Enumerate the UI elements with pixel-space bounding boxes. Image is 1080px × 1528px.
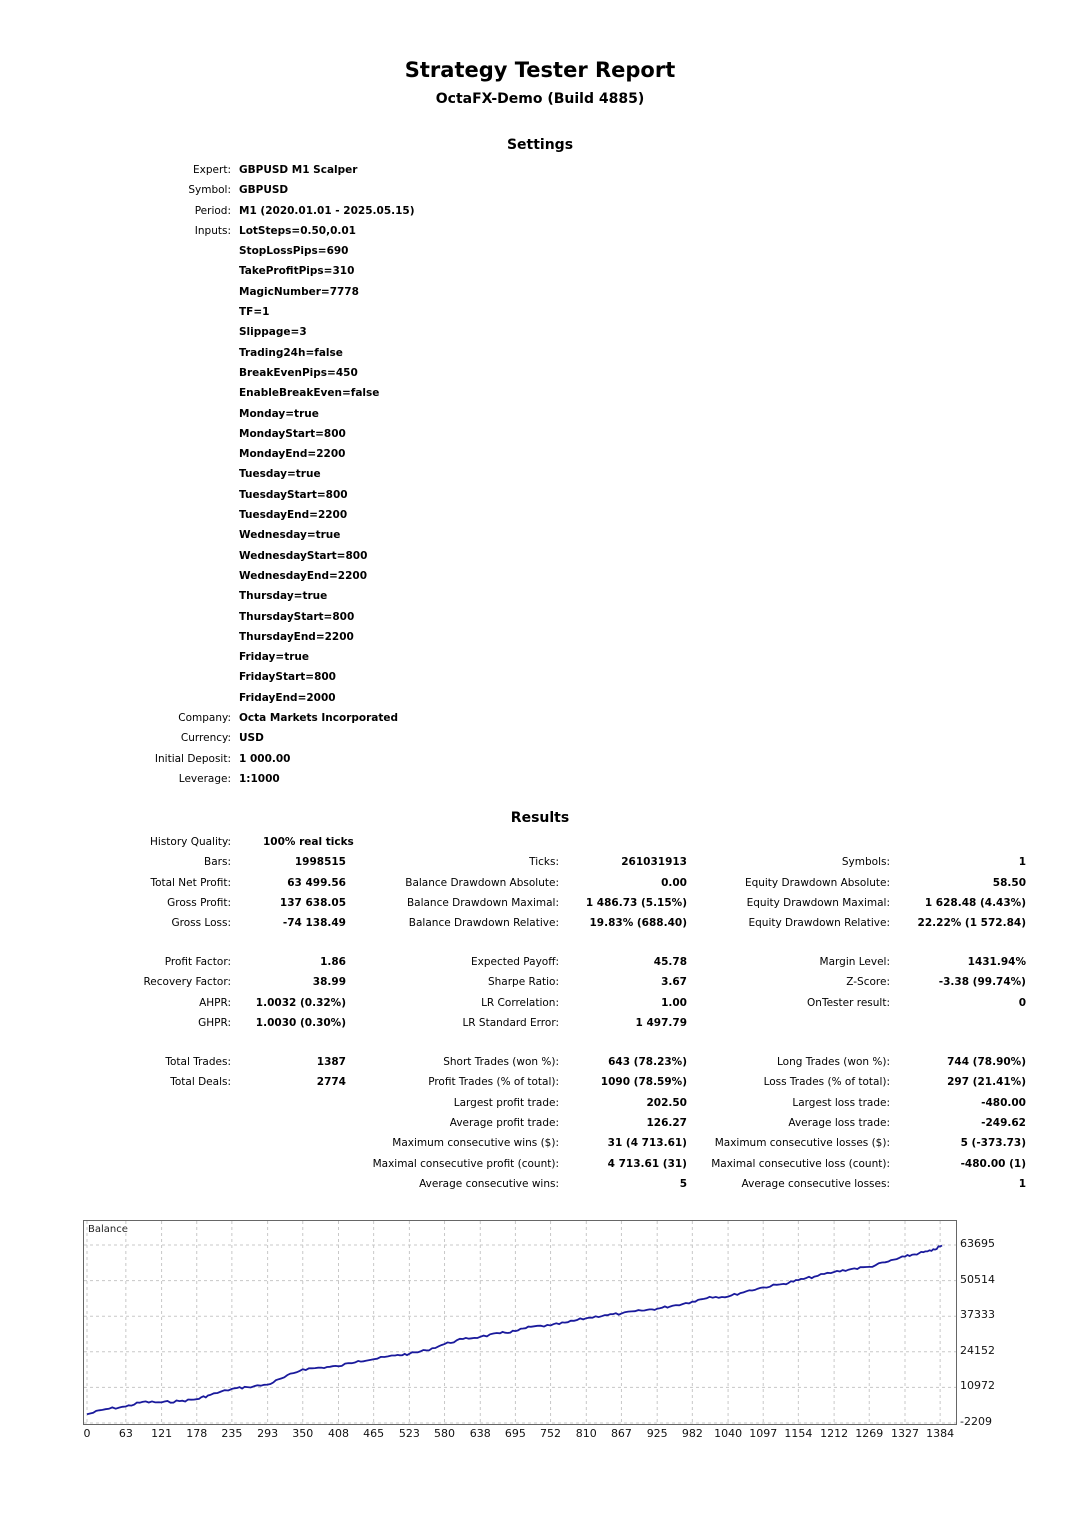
result-label: Balance Drawdown Absolute: <box>405 876 559 889</box>
result-value: 1.0032 (0.32%) <box>255 996 346 1009</box>
result-value: 19.83% (688.40) <box>589 917 687 930</box>
result-label: Equity Drawdown Maximal: <box>746 896 890 909</box>
x-tick-label: 523 <box>398 1427 420 1440</box>
settings-row <box>0 749 1080 769</box>
report-title: Strategy Tester Report <box>404 58 676 82</box>
result-label: Expected Payoff: <box>470 956 559 969</box>
x-tick-label: 752 <box>540 1427 562 1440</box>
settings-row <box>0 241 1080 261</box>
settings-key: Period: <box>194 204 231 217</box>
results-row <box>0 1113 1080 1133</box>
result-value: 1.00 <box>661 996 687 1009</box>
result-value: 1 497.79 <box>635 1017 687 1030</box>
settings-row <box>0 505 1080 525</box>
result-label: Average profit trade: <box>449 1116 559 1129</box>
result-value: 58.50 <box>992 876 1026 889</box>
settings-row <box>0 261 1080 281</box>
settings-value: BreakEvenPips=450 <box>239 366 358 379</box>
settings-value: TF=1 <box>239 306 270 319</box>
result-label: Total Trades: <box>165 1056 231 1069</box>
result-value: -74 138.49 <box>282 917 346 930</box>
result-label: Margin Level: <box>819 956 890 969</box>
x-tick-label: 121 <box>151 1427 173 1440</box>
x-tick-label: 638 <box>469 1427 491 1440</box>
settings-value: 1:1000 <box>239 772 280 785</box>
result-label: Maximal consecutive profit (count): <box>372 1157 559 1170</box>
result-value: 744 (78.90%) <box>947 1056 1026 1069</box>
balance-series-line <box>87 1246 942 1415</box>
settings-row <box>0 424 1080 444</box>
x-tick-label: 1097 <box>749 1427 778 1440</box>
x-tick-label: 0 <box>83 1427 91 1440</box>
result-label: Maximum consecutive wins ($): <box>392 1137 559 1150</box>
settings-row <box>0 221 1080 241</box>
result-label: Loss Trades (% of total): <box>763 1076 890 1089</box>
results-row <box>0 1174 1080 1194</box>
settings-row <box>0 525 1080 545</box>
result-label: Recovery Factor: <box>143 976 231 989</box>
result-label: LR Correlation: <box>481 996 559 1009</box>
results-row <box>0 952 1080 972</box>
result-value: 1998515 <box>294 856 346 869</box>
settings-row <box>0 343 1080 363</box>
y-tick-label: 24152 <box>960 1343 995 1357</box>
settings-row <box>0 363 1080 383</box>
result-label: Z-Score: <box>846 976 890 989</box>
result-value: 202.50 <box>646 1096 687 1109</box>
result-value: 261031913 <box>621 856 687 869</box>
settings-row <box>0 586 1080 606</box>
results-row <box>0 993 1080 1013</box>
settings-row <box>0 302 1080 322</box>
result-value: 63 499.56 <box>287 876 346 889</box>
result-value: 0 <box>1018 996 1026 1009</box>
results-table <box>0 832 1080 1194</box>
settings-row <box>0 383 1080 403</box>
settings-value: GBPUSD M1 Scalper <box>239 164 358 176</box>
result-value: -480.00 <box>981 1096 1026 1109</box>
results-heading: Results <box>510 810 570 826</box>
result-value: 1.0030 (0.30%) <box>255 1017 346 1030</box>
result-value: 1431.94% <box>967 956 1026 969</box>
result-value: 1387 <box>316 1056 346 1069</box>
settings-value: USD <box>239 732 264 745</box>
result-label: Largest loss trade: <box>792 1096 890 1109</box>
settings-value: MagicNumber=7778 <box>239 285 359 298</box>
result-value: 0.00 <box>661 876 687 889</box>
result-label: Total Net Profit: <box>150 876 231 889</box>
settings-row <box>0 160 1080 180</box>
result-value: 22.22% (1 572.84) <box>917 917 1026 930</box>
settings-value: LotSteps=0.50,0.01 <box>239 224 356 237</box>
results-row <box>0 1093 1080 1113</box>
settings-value: TakeProfitPips=310 <box>239 265 355 278</box>
result-value: 5 <box>679 1177 687 1190</box>
result-value: 1 486.73 (5.15%) <box>585 896 687 909</box>
settings-row <box>0 627 1080 647</box>
settings-key: Company: <box>178 712 231 725</box>
results-row <box>0 1072 1080 1092</box>
settings-heading: Settings <box>506 137 574 153</box>
settings-row <box>0 444 1080 464</box>
settings-row <box>0 201 1080 221</box>
result-label: Largest profit trade: <box>453 1096 559 1109</box>
chart-title: Balance <box>88 1224 128 1235</box>
result-label: Long Trades (won %): <box>776 1056 890 1069</box>
settings-row <box>0 769 1080 789</box>
settings-key: Inputs: <box>194 224 231 237</box>
y-tick-label: 37333 <box>960 1308 995 1322</box>
result-value: -249.62 <box>981 1116 1026 1129</box>
settings-row <box>0 282 1080 302</box>
settings-row <box>0 728 1080 748</box>
results-row <box>0 873 1080 893</box>
result-value: 3.67 <box>661 976 687 989</box>
x-tick-label: 1040 <box>714 1427 743 1440</box>
result-label: Equity Drawdown Relative: <box>748 917 890 930</box>
settings-value: MondayStart=800 <box>239 427 346 440</box>
settings-row <box>0 464 1080 484</box>
settings-value: ThursdayStart=800 <box>239 610 355 623</box>
settings-row <box>0 708 1080 728</box>
x-tick-label: 580 <box>434 1427 456 1440</box>
settings-value: Trading24h=false <box>239 346 343 359</box>
result-label: OnTester result: <box>807 996 890 1009</box>
settings-value: Tuesday=true <box>239 468 321 481</box>
result-value: 2774 <box>316 1076 346 1089</box>
y-tick-label: 50514 <box>960 1272 995 1286</box>
result-value: 1.86 <box>320 956 346 969</box>
settings-value: FridayStart=800 <box>239 671 336 684</box>
x-tick-label: 1269 <box>855 1427 884 1440</box>
x-tick-label: 925 <box>646 1427 668 1440</box>
settings-value: M1 (2020.01.01 - 2025.05.15) <box>239 204 415 217</box>
result-value: 4 713.61 (31) <box>607 1157 687 1170</box>
x-tick-label: 982 <box>681 1427 703 1440</box>
result-label: Gross Profit: <box>167 896 231 909</box>
result-value: 38.99 <box>312 976 346 989</box>
x-tick-label: 1327 <box>891 1427 919 1440</box>
result-value: 1 <box>1018 1177 1026 1190</box>
y-tick-label: 63695 <box>960 1237 995 1250</box>
settings-row <box>0 607 1080 627</box>
result-label: Short Trades (won %): <box>443 1056 559 1069</box>
result-label: Sharpe Ratio: <box>487 976 559 989</box>
x-tick-label: 350 <box>292 1427 314 1440</box>
results-row <box>0 1013 1080 1033</box>
result-value: 137 638.05 <box>279 896 346 909</box>
result-value: 297 (21.41%) <box>947 1076 1026 1089</box>
settings-row <box>0 322 1080 342</box>
results-gap <box>0 933 1080 952</box>
result-value: 5 (-373.73) <box>960 1137 1026 1150</box>
settings-key: Currency: <box>180 732 231 745</box>
result-label: AHPR: <box>199 996 231 1009</box>
result-label: Average consecutive wins: <box>419 1177 559 1190</box>
result-value: 1 <box>1018 856 1026 869</box>
settings-value: TuesdayStart=800 <box>239 488 348 501</box>
x-tick-label: 63 <box>118 1427 133 1440</box>
results-row <box>0 913 1080 933</box>
settings-key: Symbol: <box>188 184 231 197</box>
result-label: Gross Loss: <box>171 917 231 930</box>
result-label: LR Standard Error: <box>462 1017 559 1030</box>
result-label: Equity Drawdown Absolute: <box>744 876 890 889</box>
settings-value: FridayEnd=2000 <box>239 691 336 704</box>
settings-row <box>0 667 1080 687</box>
x-tick-label: 1384 <box>926 1427 955 1440</box>
y-tick-label: -2209 <box>960 1415 992 1428</box>
results-row <box>0 893 1080 913</box>
x-tick-label: 235 <box>221 1427 243 1440</box>
settings-value: TuesdayEnd=2200 <box>239 509 348 522</box>
settings-value: Friday=true <box>239 651 309 664</box>
settings-row <box>0 485 1080 505</box>
settings-value: Slippage=3 <box>239 326 307 339</box>
x-tick-label: 1154 <box>784 1427 813 1440</box>
result-label: Profit Trades (% of total): <box>428 1076 559 1089</box>
settings-key: Leverage: <box>178 772 231 785</box>
x-tick-label: 293 <box>257 1427 279 1440</box>
settings-key: Initial Deposit: <box>154 752 231 765</box>
settings-value: WednesdayEnd=2200 <box>239 569 367 582</box>
result-label: Bars: <box>204 856 231 869</box>
results-row <box>0 852 1080 872</box>
result-value: 45.78 <box>653 956 687 969</box>
settings-value: MondayEnd=2200 <box>239 448 346 461</box>
x-tick-label: 465 <box>363 1427 385 1440</box>
report-subtitle: OctaFX-Demo (Build 4885) <box>435 91 645 107</box>
settings-value: ThursdayEnd=2200 <box>239 630 354 643</box>
history-quality-label: History Quality: <box>150 836 231 848</box>
x-tick-label: 695 <box>504 1427 526 1440</box>
history-quality-value: 100% real ticks <box>263 836 354 848</box>
settings-value: Octa Markets Incorporated <box>239 712 399 725</box>
result-label: Maximum consecutive losses ($): <box>714 1137 890 1150</box>
results-row <box>0 972 1080 992</box>
x-tick-label: 810 <box>575 1427 597 1440</box>
results-row <box>0 1052 1080 1072</box>
results-row <box>0 1154 1080 1174</box>
settings-key: Expert: <box>193 164 231 176</box>
settings-value: Wednesday=true <box>239 529 341 542</box>
results-row <box>0 1133 1080 1153</box>
result-label: Ticks: <box>529 856 559 869</box>
settings-row <box>0 404 1080 424</box>
result-label: Average consecutive losses: <box>741 1177 890 1190</box>
settings-list <box>0 160 1080 789</box>
result-value: 1090 (78.59%) <box>600 1076 687 1089</box>
settings-value: Thursday=true <box>239 590 328 603</box>
results-gap <box>0 1033 1080 1052</box>
result-label: GHPR: <box>198 1017 231 1030</box>
settings-row <box>0 180 1080 200</box>
result-value: 643 (78.23%) <box>608 1056 687 1069</box>
result-label: Total Deals: <box>170 1076 231 1089</box>
result-value: -480.00 (1) <box>960 1157 1026 1170</box>
balance-chart <box>83 1220 957 1425</box>
x-tick-label: 867 <box>610 1427 632 1440</box>
settings-row <box>0 688 1080 708</box>
settings-value: 1 000.00 <box>239 752 291 765</box>
result-value: -3.38 (99.74%) <box>938 976 1026 989</box>
settings-value: StopLossPips=690 <box>239 245 349 258</box>
result-value: 31 (4 713.61) <box>607 1137 687 1150</box>
results-row <box>0 832 1080 852</box>
x-tick-label: 178 <box>186 1427 208 1440</box>
settings-row <box>0 647 1080 667</box>
result-label: Maximal consecutive loss (count): <box>711 1157 890 1170</box>
result-label: Balance Drawdown Relative: <box>408 917 559 930</box>
balance-chart-svg <box>84 1221 956 1424</box>
settings-value: WednesdayStart=800 <box>239 549 368 562</box>
settings-row <box>0 546 1080 566</box>
result-label: Average loss trade: <box>788 1116 890 1129</box>
settings-value: GBPUSD <box>239 184 289 197</box>
result-value: 126.27 <box>646 1116 687 1129</box>
result-label: Profit Factor: <box>164 956 231 969</box>
result-label: Symbols: <box>841 856 890 869</box>
result-value: 1 628.48 (4.43%) <box>924 896 1026 909</box>
settings-value: Monday=true <box>239 407 319 420</box>
x-tick-label: 408 <box>328 1427 349 1440</box>
x-tick-label: 1212 <box>820 1427 849 1440</box>
settings-value: EnableBreakEven=false <box>239 387 380 400</box>
y-tick-label: 10972 <box>960 1379 995 1393</box>
settings-row <box>0 566 1080 586</box>
result-label: Balance Drawdown Maximal: <box>406 896 559 909</box>
